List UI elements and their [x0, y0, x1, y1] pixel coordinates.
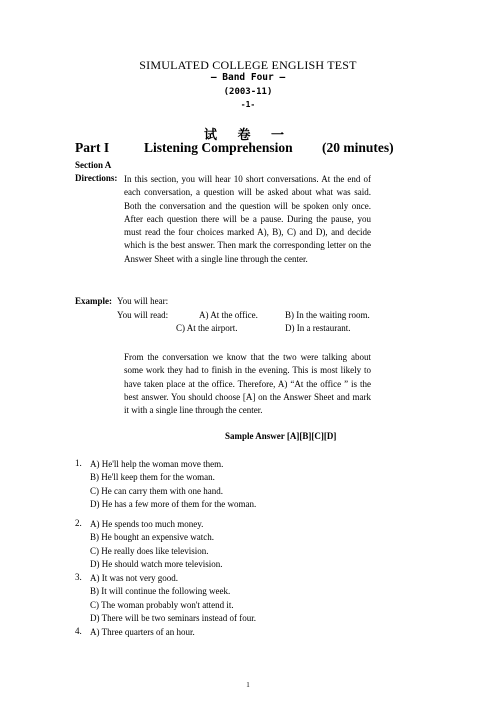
directions-text: In this section, you will hear 10 short conversations. At the end of each conversation, a question will be asked about what was said. Both the conversation and the question will be spoken only once. After each question there will be a pause. During the pause, you must read the four choices marked A), B), C) and D), and decide which is the best answer. Then mark the corresponding letter on the Answer Sheet with a single line through the center.: [124, 174, 371, 264]
example-option-b: B) In the waiting room.: [285, 310, 370, 320]
option-a: A) It was not very good.: [90, 573, 178, 583]
test-title: SIMULATED COLLEGE ENGLISH TEST: [139, 58, 357, 72]
question-number: 1.: [75, 458, 82, 468]
option-a: A) He'll help the woman move them.: [90, 459, 224, 469]
paper-label: 试 卷 一: [203, 128, 293, 143]
example-explanation: From the conversation we know that the two were talking about some work they had to finish in the evening. This is most likely to have taken place at the office. Therefore, A) “At the office ” is the best answer. You should choose [A] on the Answer Sheet and mark it with a single line through the center.: [124, 352, 371, 416]
option-a: A) Three quarters of an hour.: [90, 627, 195, 637]
example-option-c: C) At the airport.: [176, 323, 238, 333]
question-number: 4.: [75, 626, 82, 636]
part-title: Listening Comprehension: [144, 140, 293, 155]
sample-answer: Sample Answer [A][B][C][D]: [225, 431, 337, 441]
section-heading: Section A: [75, 160, 112, 170]
option-c: C) He can carry them with one hand.: [90, 485, 223, 496]
example-label: Example:: [75, 296, 112, 306]
part-number: Part I: [75, 140, 110, 155]
example-hear: You will hear:: [117, 296, 169, 306]
part-time: (20 minutes): [322, 140, 394, 155]
option-b: B) He'll keep them for the woman.: [90, 472, 215, 483]
option-a: A) He spends too much money.: [90, 519, 204, 529]
option-d: D) He should watch more television.: [90, 558, 223, 569]
option-b: B) It will continue the following week.: [90, 586, 231, 597]
example-option-d: D) In a restaurant.: [285, 323, 351, 333]
option-c: C) The woman probably won't attend it.: [90, 599, 234, 610]
directions-label: Directions:: [75, 173, 118, 183]
option-d: D) He has a few more of them for the woman.: [90, 498, 257, 509]
question-number: 3.: [75, 572, 82, 582]
page-marker: -1-: [240, 100, 256, 109]
option-b: B) He bought an expensive watch.: [90, 532, 214, 543]
option-c: C) He really does like television.: [90, 545, 209, 556]
question-number: 2.: [75, 518, 82, 528]
test-date: (2003-11): [223, 87, 273, 97]
example-option-a: A) At the office.: [199, 310, 258, 320]
example-read-label: You will read:: [117, 310, 169, 320]
option-d: D) There will be two seminars instead of four.: [90, 612, 257, 623]
page-number: 1: [246, 681, 250, 689]
band-label: — Band Four —: [210, 72, 286, 83]
